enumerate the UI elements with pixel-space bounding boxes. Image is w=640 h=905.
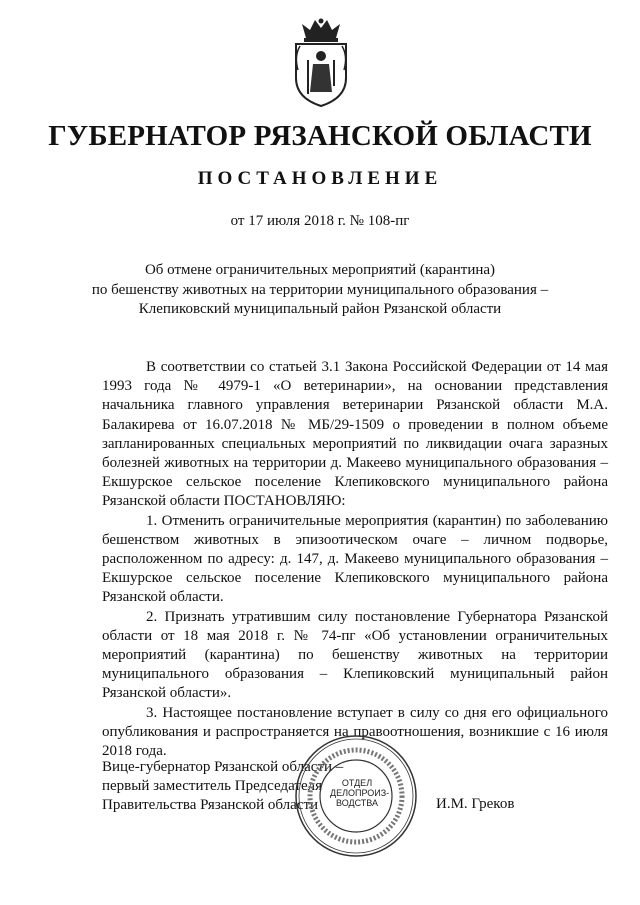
stamp-line: ДЕЛОПРОИЗ- [330,788,390,798]
signature-position-line: Правительства Рязанской области [102,797,319,814]
document-subject [60,261,580,320]
body-paragraph-2: 2. Признать утратившим силу постановление Губернатора Рязанской области от 18 мая 2018 г. № 74-пг «Об установлении ограничительных мероприятий (карантина) по бешенству животных на территории муниципального образования – Клепиковский муниципальный район Рязанской области». [102,608,608,702]
signature-position-line: Вице-губернатор Рязанской области – [102,759,344,775]
body-paragraph-preamble: В соответствии со статьей 3.1 Закона Российской Федерации от 14 мая 1993 года № 4979-1 «О ветеринарии», на основании представления начальника главного управления ветеринарии Рязанской области М.А. Балакирева от 16.07.2018 № МБ/29-1509 о проведении в полном объеме запланированных специальных мероприятий по ликвидации очага заразных болезней животных на территории д. Макеево муниципального образования – Екшурское сельское поселение Клепиковского муниципального района Рязанской области ПОСТАНОВЛЯЮ: [102,359,608,510]
stamp-line: ВОДСТВА [335,798,378,808]
document-type: ПОСТАНОВЛЕНИЕ [197,168,443,189]
subject-line: по бешенству животных на территории муниципального образования – [91,281,549,298]
subject-line: Об отмене ограничительных мероприятий (карантина) [144,262,496,278]
subject-line: Клепиковский муниципальный район Рязанской области [138,301,502,317]
document-date-number: от 17 июля 2018 г. № 108-пг [230,213,410,229]
body-paragraph-3: 3. Настоящее постановление вступает в силу со дня его официального опубликования и распространяется на правоотношения, возникшие с 16 июля 2018 года. [102,704,608,760]
coat-of-arms-icon [288,16,354,108]
organization-title: ГУБЕРНАТОР РЯЗАНСКОЙ ОБЛАСТИ [48,120,592,152]
signature-position-line: первый заместитель Председателя [102,778,322,795]
stamp-inner-text [330,778,390,808]
signer-name: И.М. Греков [436,796,515,812]
document-body [102,358,608,761]
stamp-line: ОТДЕЛ [341,778,373,788]
body-paragraph-1: 1. Отменить ограничительные мероприятия (карантин) по заболеванию бешенством животных в эпизоотическом очаге – личном подворье, расположенном по адресу: д. 147, д. Макеево муниципального образования – Екшурское сельское поселение Клепиковского муниципального района Рязанской области. [102,512,608,606]
